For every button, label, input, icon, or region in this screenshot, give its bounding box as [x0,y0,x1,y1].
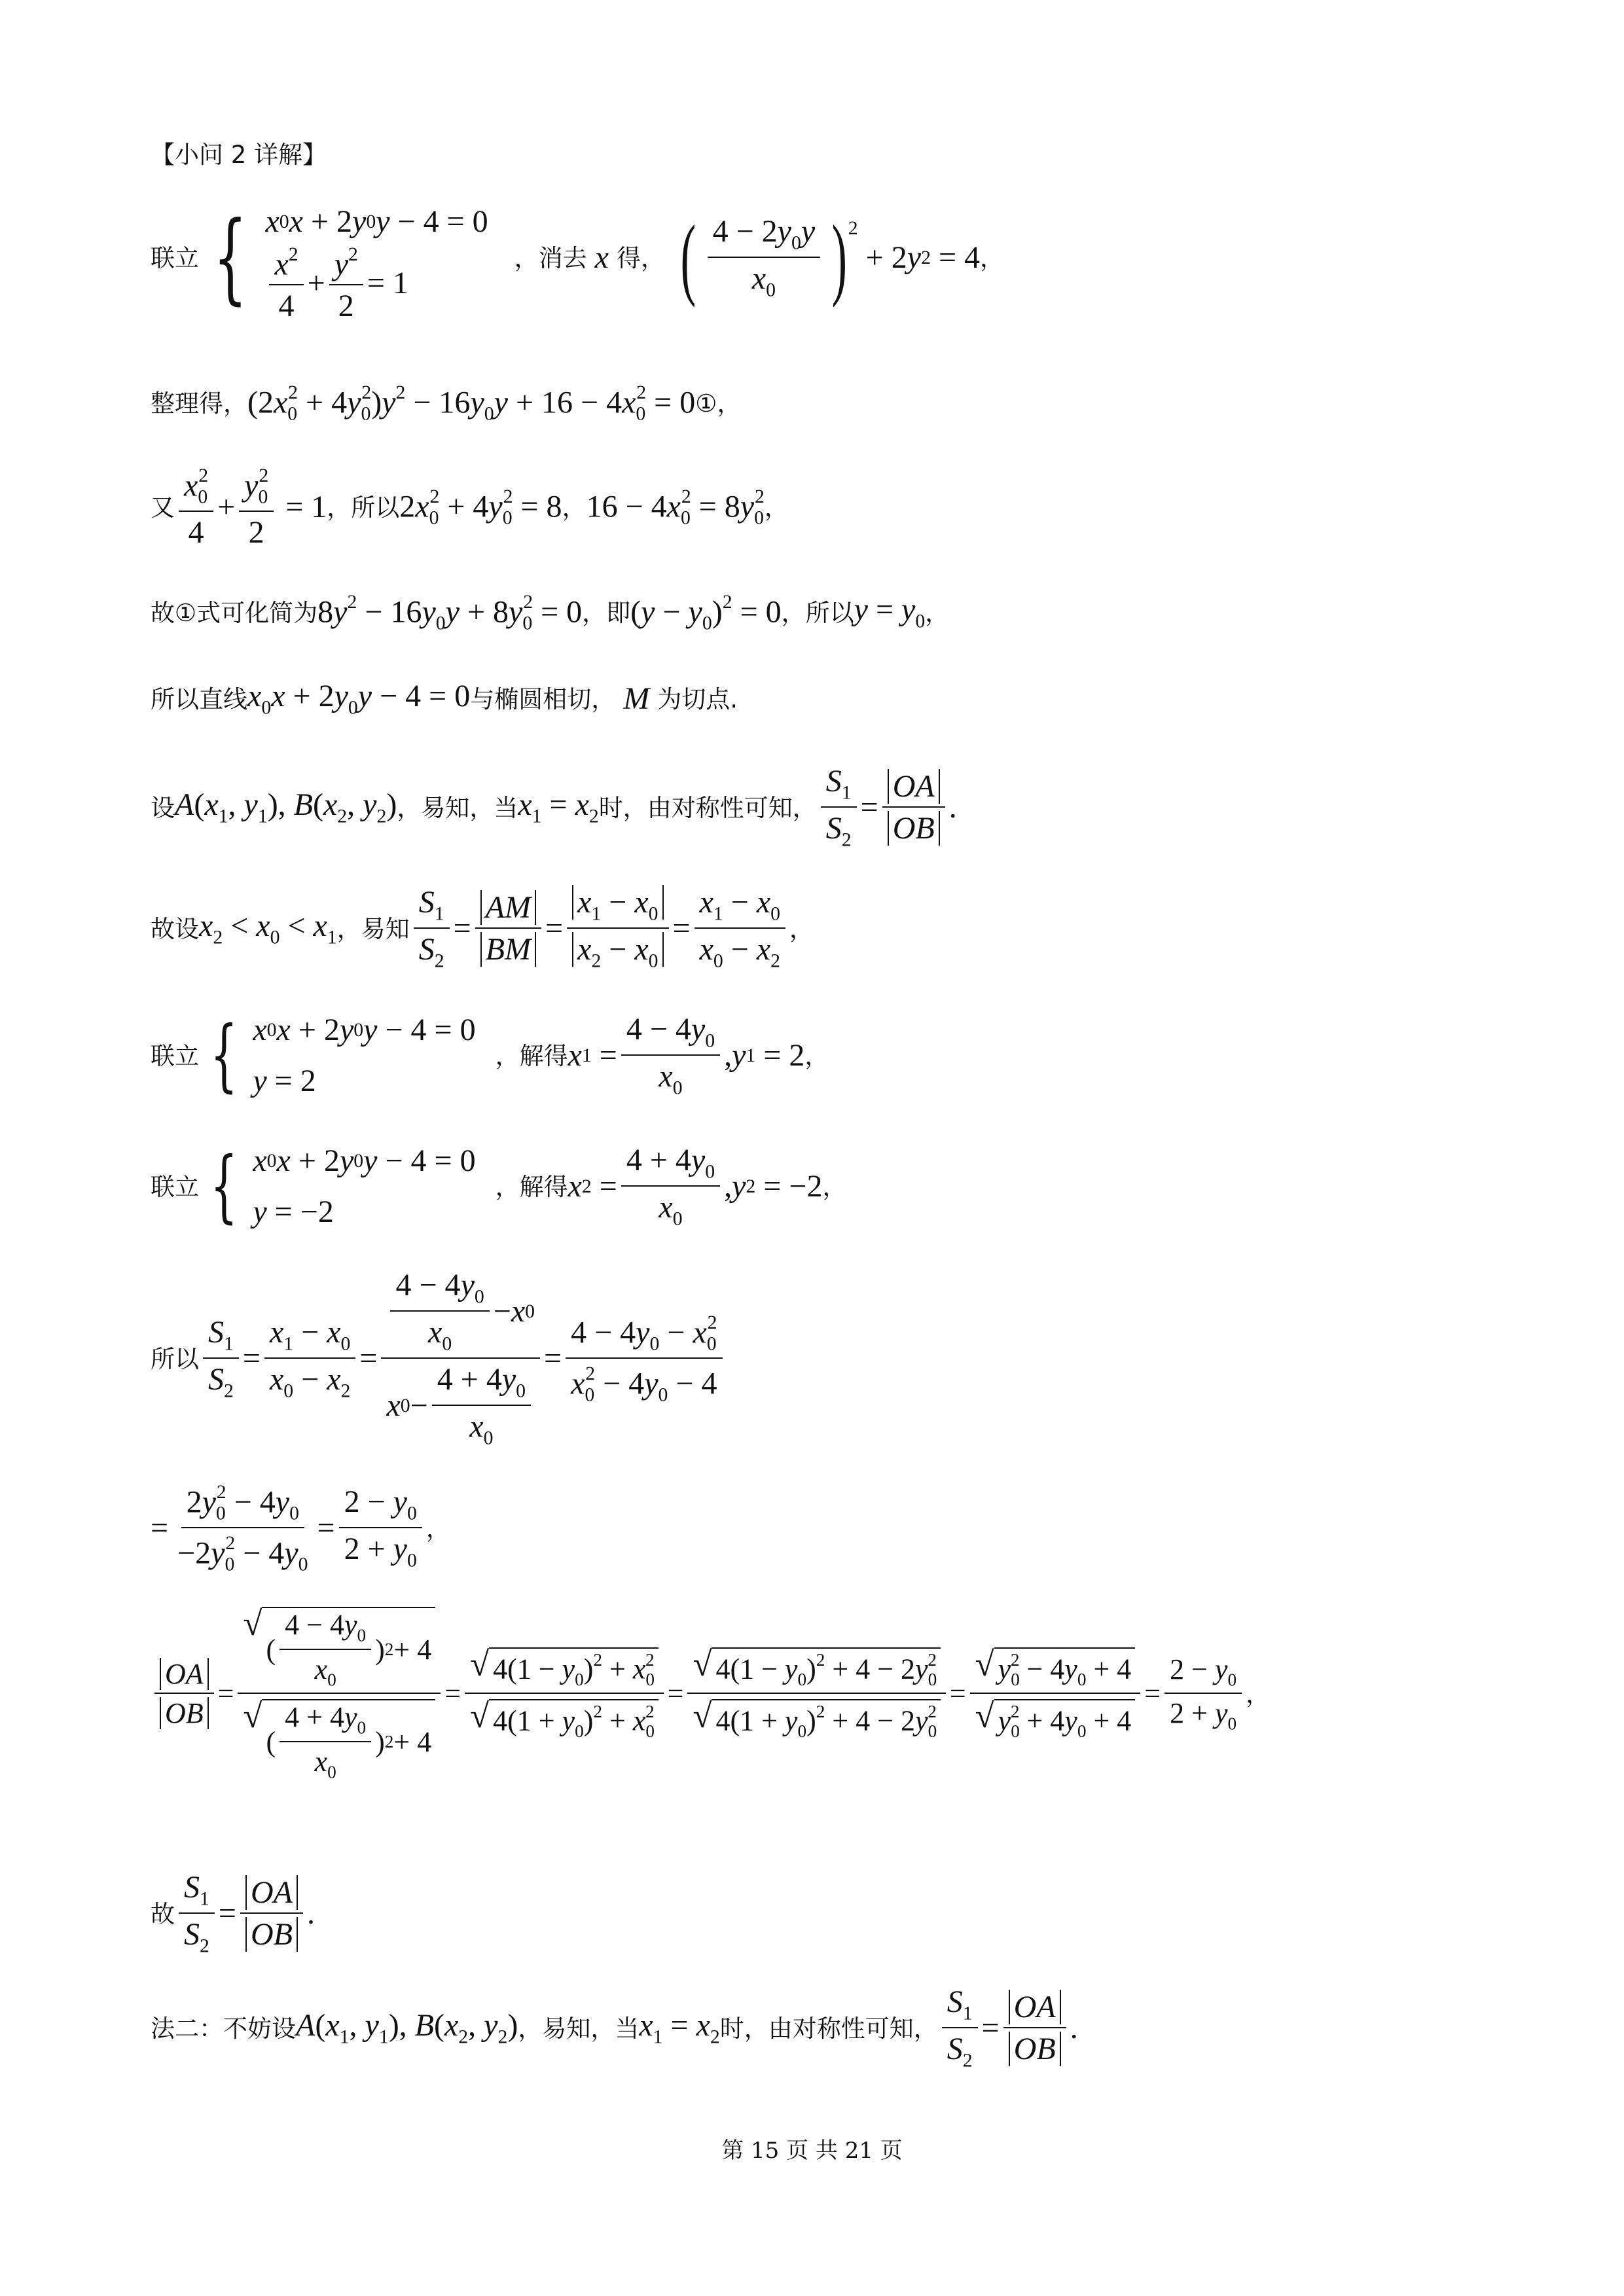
eq-simplified: 故①式可化简为 $8y^2 - 16y_0y + 8y_0^2 = 0$ ，即 $(y - y_0)^2 = 0$ ，所以 $y = y_0$ ， [151,591,950,634]
word-suoyi: ，所以 [327,493,400,522]
word-you: 又 [151,493,175,522]
word-she: 设 [151,793,175,822]
system-body: x 0 x + 2 y 0 y − 4 = 0 $\frac{x^2}{4}$ + $\frac{y^2}{2}$ = 1 [265,204,488,324]
eq-point-on-ellipse: 又 $\frac{x_0^2}{4}$ + $\frac{y_0^2}{2}$ = 1 ，所以 $2x_0^2 + 4y_0^2 = 8$ ， $16 - 4x_0^2 = 8y_0^2$ ， [151,465,789,550]
word-tangent-end: 为切点. [657,685,738,713]
comma: ， [1246,1679,1271,1708]
comma: ， [789,914,814,943]
page-footer: 第 15 页 共 21 页 [721,2138,903,2164]
word-yizhi2: ，易知 [336,914,410,943]
word-suoyi2: ，所以 [781,598,854,627]
brace: { [213,201,247,315]
word-tangent-prefix: 所以直线 [151,685,247,713]
comma: ， [764,493,789,522]
comma: ， [980,243,1005,272]
word-lianli: 联立 [151,243,199,272]
eq-ratio-am-bm: 故设 $x_2 < x_0 < x_1$ ，易知 $\frac{S_1}{S_2}$ = $\frac{AM}{BM}$ = $\frac{x_1 - x_0}{x_2 - x_0}$ = $\frac{x_1 - x_0}{x_0 - x_2}$ ， [151,885,814,972]
word-xiaoqu: ，消去 [514,243,587,272]
word-shi: 时，由对称性可知， [598,793,817,822]
word-tangent-mid: 与椭圆相切， [470,685,616,713]
eq-ratio-simplified: = $\frac{2y_0^2 - 4y_0}{-2y_0^2 - 4y_0}$ = $\frac{2 - y_0}{2 + y_0}$ ， [151,1481,450,1576]
comma: ， [717,389,742,418]
comma: ， [804,1041,829,1070]
eq-conclusion: 故 $\frac{S_1}{S_2}$ = $\frac{OA}{OB}$ . [151,1870,315,1957]
word-gu-simplify: 故①式可化简为 [151,598,318,627]
eq-set-ab: 设 $A(x_1$, $y_1$), $B(x_2$, $y_2$) ，易知，当 $x_1 = x_2$ 时，由对称性可知， $\frac{S_1}{S_2}$ = $\frac{OA}{OB}$ . [151,764,957,851]
eq-system-y2: 联立 { x 0 x + 2 y 0 y − 4 = 0 y = 2 ，解得 x 1 = $\frac{4 - 4y_0}{x_0}$ , y 1 = 2 ， [151,1010,829,1101]
word-jiede: ，解得 [495,1172,568,1201]
comma: ， [925,598,950,627]
word-shi: 时，由对称性可知， [719,2014,938,2043]
comma: ， [822,1172,847,1201]
eq-tangent: 所以直线 $x_0x + 2y_0y - 4 = 0$ 与椭圆相切， M 为切点. [151,679,738,719]
eq-oa-ob-chain: $\frac{OA}{OB}$ = √ ( $\frac{4 - 4y_0}{x_0}$ ) 2 + 4 √ ( $\frac{4 + 4y_0}{x_0}$ ) 2 + 4 = √ $4(1 - y_0)^2 + x_0^2$ √ $4(1 + y_0)^2 + x_0^2$ = √ $4(1 - y_0)^2 + 4 - 2y_0^2$ √ $4(1 + y_0)^2 + 4 - 2y_0^2$ = √ $y_0^2 - 4y_0 + 4$ √ $y_0^2 + 4y_0 + 4$ = $\frac{2 - y_0}{2 + y_0}$ ， [151,1607,1270,1782]
comma: ， [562,493,586,522]
eq-quadratic: 整理得， $(2x_0^2 + 4y_0^2)y^2 - 16y_0y + 16 - 4x_0^2 = 0$ ① ， [151,382,742,425]
eq-system-ellipse: 联立 { x 0 x + 2 y 0 y − 4 = 0 $\frac{x^2}{4}$ + $\frac{y^2}{2}$ = 1 ，消去 x 得， ( $\frac{4 - 2y_0y}{x_0}$ ) 2 + 2 y 2 = 4 ， [151,196,1004,319]
word-jiede: ，解得 [495,1041,568,1070]
eq-method-two: 法二：不妨设 $A(x_1$, $y_1$), $B(x_2$, $y_2$) ，易知，当 $x_1 = x_2$ 时，由对称性可知， $\frac{S_1}{S_2}$ = $\frac{OA}{OB}$ . [151,1984,1078,2072]
word-ji: ，即 [582,598,631,627]
eq-system-ym2: 联立 { x 0 x + 2 y 0 y − 4 = 0 y = −2 ，解得 x 2 = $\frac{4 + 4y_0}{x_0}$ , y 2 = −2 ， [151,1141,847,1232]
word-lianli: 联立 [151,1041,199,1070]
section-heading: 【小问 2 详解】 [151,141,327,169]
word-yizhi: ，易知，当 [397,793,518,822]
word-zhengli: 整理得， [151,389,247,418]
comma: ， [425,1514,450,1543]
word-yizhi: ，易知，当 [518,2014,640,2043]
word-de: 得， [616,243,665,272]
word-lianli: 联立 [151,1172,199,1201]
eq-ratio-nested: 所以 $\frac{S_1}{S_2}$ = $\frac{x_1 - x_0}{x_0 - x_2}$ = $\frac{4 - 4y_0}{x_0}$ − x 0 x 0 − $\frac{4 + 4y_0}{x_0}$ = $\frac{4 - 4y_0 - x_0^2}{x_0^2 - 4y_0 - 4}$ [151,1270,727,1448]
word-gushe: 故设 [151,914,199,943]
circle-one-label: ① [695,389,717,418]
word-fa2-prefix: 法二：不妨设 [151,2014,296,2043]
word-gu: 故 [151,1899,175,1928]
word-suoyi-line: 所以 [151,1344,199,1373]
